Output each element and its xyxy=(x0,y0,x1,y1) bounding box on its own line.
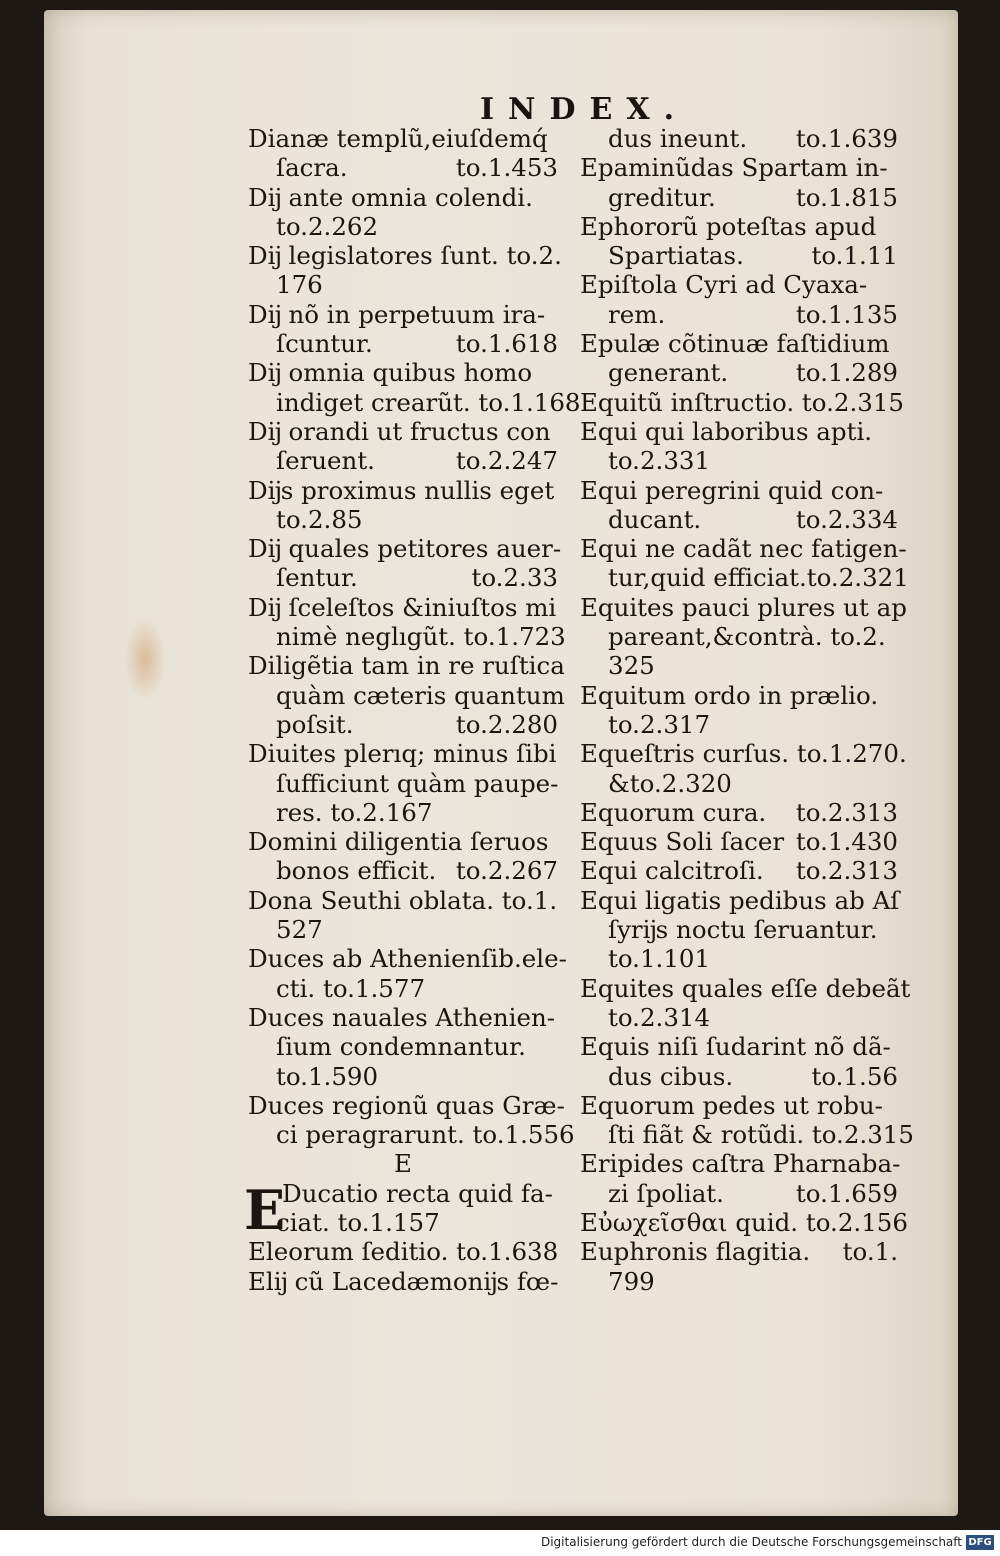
index-entry-line xyxy=(580,1207,908,1237)
index-entry-line xyxy=(580,300,898,329)
entry-text: Dĳ legislatores ſunt. to.2. xyxy=(248,241,562,271)
index-entry-line xyxy=(248,915,558,944)
index-entry-line xyxy=(580,329,898,358)
entry-text: Ephororũ poteſtas apud xyxy=(580,211,877,241)
index-entry-line xyxy=(248,944,567,974)
index-entry-line xyxy=(580,1003,898,1032)
entry-reference: to.1.639 xyxy=(795,124,898,153)
right-column xyxy=(580,124,914,1296)
index-entry-line xyxy=(580,769,898,798)
entry-text: Equi calcitroſi. xyxy=(580,856,764,886)
index-entry-line xyxy=(580,592,907,622)
index-entry-line xyxy=(248,329,558,358)
footer-bar xyxy=(0,1530,1000,1556)
index-entry-line xyxy=(580,1120,914,1150)
entry-text: Equorum pedes ut robu- xyxy=(580,1090,883,1120)
dfg-logo: DFG xyxy=(966,1535,994,1550)
index-entry-line xyxy=(580,534,907,564)
index-entry-line xyxy=(248,1003,558,1032)
index-entry-line xyxy=(248,124,558,153)
entry-text: ſti fiãt & rotũdi. to.2.315 xyxy=(608,1120,914,1150)
entry-text: Dĳ quales petitores auer- xyxy=(248,534,562,564)
entry-text: zi ſpoliat. xyxy=(608,1178,724,1208)
entry-text: greditur. xyxy=(608,182,716,212)
entry-text: Equi ligatis pedibus ab Aſ xyxy=(580,885,900,915)
entry-reference: to.2.313 xyxy=(795,856,898,886)
entry-reference: to.1.289 xyxy=(795,358,898,388)
entry-text: Diligẽtia tam in re ruſtica xyxy=(248,651,565,681)
index-entry-line xyxy=(580,1032,898,1061)
entry-text: Εὐωχεῖσθαι quid. to.2.156 xyxy=(580,1207,908,1237)
entry-text: poſsit. xyxy=(276,709,354,739)
index-entry-line xyxy=(580,886,898,915)
entry-text: Dĳ ſceleſtos &iniuſtos mi xyxy=(248,592,557,622)
entry-text: 176 xyxy=(276,270,323,300)
entry-text: Dĳs proximus nullis eget xyxy=(248,475,555,505)
entry-reference: to.1.815 xyxy=(795,182,898,212)
index-entry-line xyxy=(580,1149,901,1179)
index-entry-line xyxy=(248,534,562,564)
left-column xyxy=(244,124,581,1296)
index-entry-line xyxy=(248,651,565,681)
index-entry-line xyxy=(248,1267,558,1296)
entry-text: Equites pauci plures ut ap xyxy=(580,592,907,622)
entry-text: 325 xyxy=(608,651,655,681)
entry-reference: to.1.659 xyxy=(795,1178,898,1208)
index-entry-line xyxy=(248,417,558,446)
index-entry-line xyxy=(248,1032,558,1061)
entry-text: 527 xyxy=(276,915,323,945)
entry-text: rem. xyxy=(608,299,666,329)
index-entry-line xyxy=(248,505,558,534)
entry-reference: to.2.267 xyxy=(455,856,558,886)
index-entry-line xyxy=(248,739,558,768)
entry-text: Equorum cura. xyxy=(580,797,767,827)
entry-text: Eleorum ſeditio. to.1.638 xyxy=(248,1237,559,1267)
index-entry-line xyxy=(580,1267,898,1296)
index-entry-line xyxy=(248,798,558,827)
index-entry-line xyxy=(580,124,898,153)
entry-text: Equis niſi ſudarint nõ dã- xyxy=(580,1032,891,1062)
entry-text: res. to.2.167 xyxy=(276,797,433,827)
index-entry-line xyxy=(580,827,898,856)
index-entry-line xyxy=(580,505,898,534)
index-entry-line xyxy=(580,270,898,299)
entry-text: ſcuntur. xyxy=(276,329,373,359)
entry-reference: to.2.280 xyxy=(455,709,558,739)
index-entry-line xyxy=(248,622,566,652)
entry-text: to.2.262 xyxy=(276,211,379,241)
entry-text: dus ineunt. xyxy=(608,124,748,153)
index-entry-line xyxy=(248,593,558,622)
index-entry-line xyxy=(580,446,898,475)
index-entry-line xyxy=(248,974,558,1003)
index-entry-line xyxy=(580,944,898,973)
entry-text: ſium condemnantur. xyxy=(276,1032,526,1062)
entry-text: Duces ab Athenienſib.ele- xyxy=(248,944,567,974)
entry-text: Dĳ omnia quibus homo xyxy=(248,358,533,388)
entry-text: Duces regionũ quas Græ- xyxy=(248,1090,565,1120)
index-entry-line xyxy=(248,886,558,915)
entry-text: 799 xyxy=(608,1266,655,1296)
entry-text: to.2.314 xyxy=(608,1002,711,1032)
index-entry-line xyxy=(580,1062,898,1091)
entry-reference: to.1.11 xyxy=(811,241,898,271)
index-entry-line xyxy=(580,798,898,827)
index-entry-line xyxy=(248,300,558,329)
entry-text: Diuites plerıq; minus ſibi xyxy=(248,739,557,769)
index-entry-line xyxy=(580,651,898,680)
index-entry-line xyxy=(248,1237,558,1266)
entry-text: ſentur. xyxy=(276,563,358,593)
index-entry-line xyxy=(248,856,558,885)
index-entry-line xyxy=(580,915,898,944)
entry-text: &to.2.320 xyxy=(608,768,732,798)
index-entry-line xyxy=(580,212,898,241)
entry-text: pareant,&contrà. to.2. xyxy=(608,622,886,652)
entry-text: ducant. xyxy=(608,504,702,534)
entry-text: Epaminũdas Spartam in- xyxy=(580,153,888,183)
index-entry-line xyxy=(248,183,558,212)
entry-text: Spartiatas. xyxy=(608,241,744,271)
index-entry-line xyxy=(580,153,898,182)
index-entry-line xyxy=(248,680,565,710)
entry-text: Equus Soli ſacer xyxy=(580,827,785,857)
drop-cap: E xyxy=(244,1177,286,1242)
entry-reference: to.2.247 xyxy=(455,446,558,476)
index-entry-line xyxy=(248,1120,575,1150)
entry-text: tur,quid efficiat.to.2.321 xyxy=(608,563,909,593)
entry-text: Equi ne cadãt nec fatigen- xyxy=(580,534,907,564)
index-entry-line xyxy=(248,710,558,739)
index-entry-line xyxy=(248,827,558,856)
entry-text: cti. to.1.577 xyxy=(276,973,426,1003)
entry-text: to.2.317 xyxy=(608,709,711,739)
index-entry-line xyxy=(580,856,898,885)
entry-text: Euphronis flagitia. xyxy=(580,1237,811,1267)
entry-text: Elĳ cũ Lacedæmonĳs fœ- xyxy=(248,1266,559,1296)
index-entry-line xyxy=(248,563,558,592)
index-entry-line xyxy=(580,183,898,212)
entry-text: Equites quales eſſe debeãt xyxy=(580,973,911,1003)
index-entry-line xyxy=(248,446,558,475)
entry-text: Equi qui laboribus apti. xyxy=(580,416,873,446)
index-entry-line xyxy=(580,973,911,1003)
index-entry-line xyxy=(580,1091,898,1120)
index-entry-line xyxy=(580,417,898,446)
entry-text: Epulæ cõtinuæ faſtidium xyxy=(580,329,890,359)
entry-text: Domini diligentia ſeruos xyxy=(248,827,549,857)
index-entry-line xyxy=(580,681,898,710)
index-entry-line xyxy=(248,270,558,299)
entry-reference: to.1.453 xyxy=(455,153,558,183)
index-entry-line xyxy=(248,241,562,271)
page-header: INDEX. xyxy=(480,92,689,127)
entry-text: ſacra. xyxy=(276,153,348,183)
entry-text: to.2.331 xyxy=(608,446,711,476)
index-entry-line xyxy=(580,739,907,769)
entry-reference: to.1.56 xyxy=(811,1061,898,1091)
entry-text: dus cibus. xyxy=(608,1061,734,1091)
page-stain xyxy=(124,618,166,700)
entry-reference: to.1.618 xyxy=(455,329,558,359)
entry-text: Equitum ordo in prælio. xyxy=(580,680,879,710)
index-entry-line xyxy=(580,358,898,387)
entry-text: Equi peregrini quid con- xyxy=(580,475,884,505)
entry-text: ſyrĳs noctu ſeruantur. xyxy=(608,915,878,945)
entry-reference: to.2.334 xyxy=(795,504,898,534)
entry-text: ci peragrarunt. to.1.556 xyxy=(276,1120,575,1150)
section-letter: E xyxy=(394,1149,412,1179)
index-entry-line xyxy=(580,622,898,651)
entry-text: indiget crearũt. to.1.168 xyxy=(276,387,581,417)
entry-text: Dĳ nõ in perpetuum ira- xyxy=(248,299,546,329)
entry-text: Ducatio recta quid fa- xyxy=(282,1178,553,1208)
entry-text: Equitũ inſtructio. to.2.315 xyxy=(580,387,905,417)
entry-reference: to.1. xyxy=(842,1237,898,1267)
index-entry-line xyxy=(580,710,898,739)
index-entry-line xyxy=(580,387,905,417)
entry-text: bonos efficit. xyxy=(276,856,437,886)
entry-text: to.1.101 xyxy=(608,944,711,974)
entry-text: Dĳ ante omnia colendi. xyxy=(248,182,533,212)
index-entry-line xyxy=(580,1179,898,1208)
index-entry-line xyxy=(580,241,898,270)
entry-text: Eripides caſtra Pharnaba- xyxy=(580,1149,901,1179)
index-entry-line xyxy=(580,563,909,593)
entry-text: ſufficiunt quàm paupe- xyxy=(276,768,559,798)
index-entry-line xyxy=(248,769,558,798)
entry-text: quàm cæteris quantum xyxy=(276,680,565,710)
entry-reference: to.1.135 xyxy=(795,299,898,329)
index-entry-line xyxy=(248,1208,558,1237)
entry-text: Dona Seuthi oblata. to.1. xyxy=(248,885,558,915)
entry-text: to.1.590 xyxy=(276,1061,379,1091)
entry-text: generant. xyxy=(608,358,729,388)
index-entry-line xyxy=(248,212,558,241)
entry-text: Duces nauales Athenien- xyxy=(248,1002,556,1032)
index-entry-line xyxy=(248,1090,565,1120)
index-entry-line xyxy=(580,476,898,505)
entry-reference: to.2.313 xyxy=(795,797,898,827)
entry-text: Dĳ orandi ut fructus con xyxy=(248,416,551,446)
entry-text: Epiſtola Cyri ad Cyaxa- xyxy=(580,270,868,300)
entry-reference: to.2.33 xyxy=(471,563,558,593)
index-entry-line xyxy=(248,387,581,417)
entry-reference: to.1.430 xyxy=(795,827,898,857)
index-entry-line xyxy=(248,153,558,182)
index-entry-line xyxy=(248,476,558,505)
index-entry-line xyxy=(580,1237,898,1266)
entry-text: nimè neglıgũt. to.1.723 xyxy=(276,622,566,652)
entry-text: Equeſtris curſus. to.1.270. xyxy=(580,739,907,769)
entry-text: ſeruent. xyxy=(276,446,375,476)
entry-text: Dianæ templũ,eiuſdemq́ xyxy=(248,124,548,153)
index-entry-line xyxy=(248,358,558,387)
footer-credit: Digitalisierung gefördert durch die Deutsche Forschungsgemeinschaft xyxy=(540,1535,962,1549)
entry-text: ciat. to.1.157 xyxy=(276,1207,440,1237)
entry-text: to.2.85 xyxy=(276,504,363,534)
index-entry-line xyxy=(248,1062,558,1091)
